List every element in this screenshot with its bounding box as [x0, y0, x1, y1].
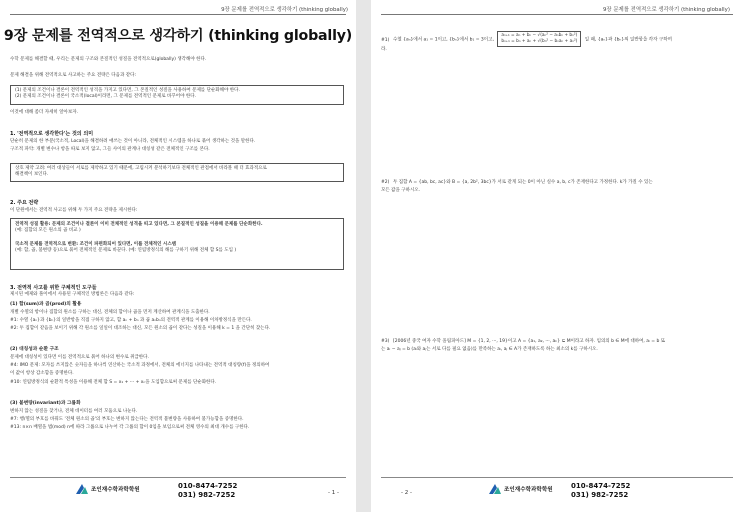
phone-office: 031) 982-7252: [571, 491, 629, 499]
symmetry-line-1: 문제에 대칭성이 있다면 이를 전역적으로 묶어 하나의 변수로 취급한다.: [10, 355, 149, 360]
question-2-number: #2): [381, 180, 390, 185]
page-1: [0, 0, 356, 512]
page-2: [371, 0, 743, 512]
running-header: 9장 문제를 전역적으로 생각하기 (thinking globally): [603, 7, 730, 13]
sum-prod-line-3: #2: 두 집합이 같음을 보이기 위해 각 원소를 일일이 대조하는 대신, 모든 원소의 곱이 같다는 성질을 이용해 k = 1 을 간단히 찾는다.: [10, 326, 271, 331]
contact-phones: [178, 482, 237, 500]
subsection-sum-prod: (1) 합(sum)과 곱(prod)의 활용: [10, 302, 82, 307]
symmetry-line-3: 이 값이 항상 감소함을 증명한다.: [10, 371, 74, 376]
academy-logo-icon: [76, 484, 88, 494]
intro-line-2: 문제 해결을 위해 전역적으로 사고하는 주요 전략은 다음과 같다:: [10, 73, 136, 78]
section-2-intro: 이 단원에서는 전역적 사고를 위해 두 가지 주요 전략을 제시한다:: [10, 208, 138, 213]
section-1-line-2: 구조적 파악: 개별 변수나 항을 따로 보지 않고, 그들 사이의 관계나 대칭성 같은 전체적인 구조를 본다.: [10, 147, 210, 152]
academy-name: 조인재수학과학학원: [91, 487, 140, 493]
strategy-local-to-global: 국소적 문제를 전역적으로 변환: 조건이 파편화되어 있다면, 이를 전체적인 시스템: [15, 242, 177, 247]
header-rule: [381, 14, 733, 15]
section-2-heading: 2. 주요 전략: [10, 200, 39, 206]
page-number: - 2 -: [401, 490, 412, 496]
subsection-symmetry: (2) 대칭성과 순환 구조: [10, 347, 59, 352]
invariant-line-2: #7: 행/열의 부호를 바꿔도 '전체 원소의 곱'의 부호는 변하지 않는다는 전역적 불변량을 사용하여 불가능함을 증명한다.: [10, 417, 244, 422]
question-1-number: #1): [381, 38, 390, 43]
question-3-line-2: 는 aᵢ − aⱼ = b (aᵢ와 aⱼ는 서로 다를 필요 없음)를 만족하는 aᵢ, aⱼ ∈ A가 존재하도록 하는 최소의 k를 구하시오.: [381, 347, 598, 352]
sum-prod-line-2: #1: 수열 {aₙ}과 {bₙ}의 일반항을 직접 구하지 않고, 합 aₙ + bₙ 과 곱 aₙbₙ의 전역적 관계를 이용해 이차방정식을 만든다.: [10, 318, 252, 323]
strategy-global-example: (예: 집합의 모든 원소의 곱 비교 ): [15, 228, 81, 233]
section-1-heading: 1. '전역적으로 생각한다'는 것의 의미: [10, 131, 94, 137]
footer-rule: [10, 477, 346, 478]
strategy-item-2: (2) 문제의 조건이나 결론이 국소적(local)이라면, 그 문제를 전역적인 문제로 바꾸어야 한다.: [15, 94, 196, 99]
symmetry-line-4: #10: 연립방정식의 순환적 특성을 이용해 전체 합 S = x₁ + ··· + xₙ을 도입함으로써 문제를 단순화한다.: [10, 380, 217, 385]
academy-name: 조인재수학과학학원: [504, 487, 553, 493]
running-header: 9장 문제를 전역적으로 생각하기 (thinking globally): [221, 7, 348, 13]
header-rule: [10, 14, 346, 15]
section-2-box: [10, 218, 344, 270]
phone-office: 031) 982-7252: [178, 491, 236, 499]
question-1: [393, 31, 672, 47]
section-3-heading: 3. 전역적 사고를 위한 구체적인 도구들: [10, 285, 97, 291]
footer-rule: [381, 477, 733, 478]
question-1-text-a: 수열 {aₙ}에서 a₁ = 1이고, {bₙ}에서 b₁ = 3이고,: [393, 37, 494, 43]
chapter-title: 9장 문제를 전역적으로 생각하기 (thinking globally): [3, 28, 353, 44]
section-1-line-1: 단순히 문제의 한 부분(국소적, Local)을 해결하려 애쓰는 것이 아니라, 전체적인 시스템을 하나로 묶어 생각하는 것을 말한다.: [10, 139, 256, 144]
question-1-text-c: 라.: [381, 47, 387, 52]
intro-line-1: 수학 문제를 해결할 때, 우리는 문제의 구조와 본질적인 성질을 전역적으로(globally) 생각해야 한다.: [10, 57, 207, 62]
invariant-line-1: 변하지 않는 성질을 찾거나, 전체 데이터를 여러 모둠으로 나눈다.: [10, 409, 138, 414]
question-1-system: [497, 31, 581, 47]
sum-prod-line-1: 개별 수열의 항이나 집합의 원소를 구하는 대신, 전체의 합이나 곱을 먼저 계산하여 관계식을 도출한다.: [10, 310, 210, 315]
strategy-item-1: (1) 문제의 조건이나 결론이 전역적인 성격을 가지고 있다면, 그 본질적인 성질을 사용하여 문제를 단순화해야 한다.: [15, 88, 240, 93]
question-3-number: #3): [381, 339, 390, 344]
invariant-line-3: #13: n×n 배열을 법(mod) n에 따라 그룹으로 나누어 각 그룹의 합이 0임을 보임으로써 전체 영수의 최대 개수를 구한다.: [10, 425, 250, 430]
subsection-invariant: (3) 불변량(invariant)과 그룹화: [10, 401, 81, 406]
question-1-eq-2: bₙ₊₁ = bₙ + aₙ + √(bₙ² − bₙaₙ + aₙ²): [501, 39, 578, 44]
section-1-box: [10, 163, 344, 182]
question-1-text-b: 일 때, {aₙ}과 {bₙ}의 일반항을 각자 구하여: [584, 37, 672, 43]
intro-line-3: 이것에 대해 좀더 자세히 알아보자.: [10, 110, 79, 115]
question-2-line-1: 두 집합 A = {ab, bc, ac}와 B = {a, 2b², 3bc}가 서로 같게 되는 0이 아닌 실수 a, b, c가 존재한다고 가정한다. k가 가질 수 있는: [393, 180, 653, 185]
section-1-box-line-2: 해결책이 보인다.: [15, 172, 49, 177]
page-gutter: [356, 0, 371, 512]
section-3-intro: 제시된 예제와 풀이에서 사용된 구체적인 방법론은 다음과 같다:: [10, 292, 135, 297]
phone-mobile: 010-8474-7252: [571, 482, 631, 490]
strategy-box: [10, 85, 344, 105]
page-number: - 1 -: [328, 490, 339, 496]
question-3-line-1: [2006년 중국 여자 수학 올림피아드] M = {1, 2, ···, 19}이고 A = {a₁, a₂, ···, aₖ} ⊆ M이라고 하자. 임의의 b ∈ M에 대하여, aᵢ = b 또: [393, 339, 666, 344]
contact-phones: [571, 482, 630, 500]
phone-mobile: 010-8474-7252: [178, 482, 238, 490]
section-1-box-line-1: 상호 제약 고려: 여러 대상들이 서로를 제약하고 있기 때문에, 고립시켜 분석하기보다 전체적인 관점에서 바라볼 때 더 효과적으로: [15, 166, 267, 171]
question-1-eq-1: aₙ₊₁ = aₙ + bₙ − √(aₙ² − aₙbₙ + bₙ²): [501, 33, 578, 38]
academy-logo-icon: [489, 484, 501, 494]
strategy-global-property: 전역적 성질 활용: 문제의 조건이나 결론이 이미 전체적인 성격을 띠고 있다면, 그 본질적인 성질을 이용해 문제를 단순화한다.: [15, 222, 263, 227]
symmetry-line-2: #4: IMO 문제: 모자를 쓰지않은 숫자들을 하나씩 연산하는 국소적 과정에서, 전체의 에너지를 나타내는 전역적 대칭량(f)을 정의하여: [10, 363, 270, 368]
strategy-local-example: (예: 합, 곱, 불변량 등)으로 묶어 전체적인 문제로 바꾼다. (예: 연립방정식의 해를 구하기 위해 전체 합 S를 도입 ): [15, 248, 237, 253]
question-2-line-2: 모든 값을 구하시오.: [381, 188, 421, 193]
